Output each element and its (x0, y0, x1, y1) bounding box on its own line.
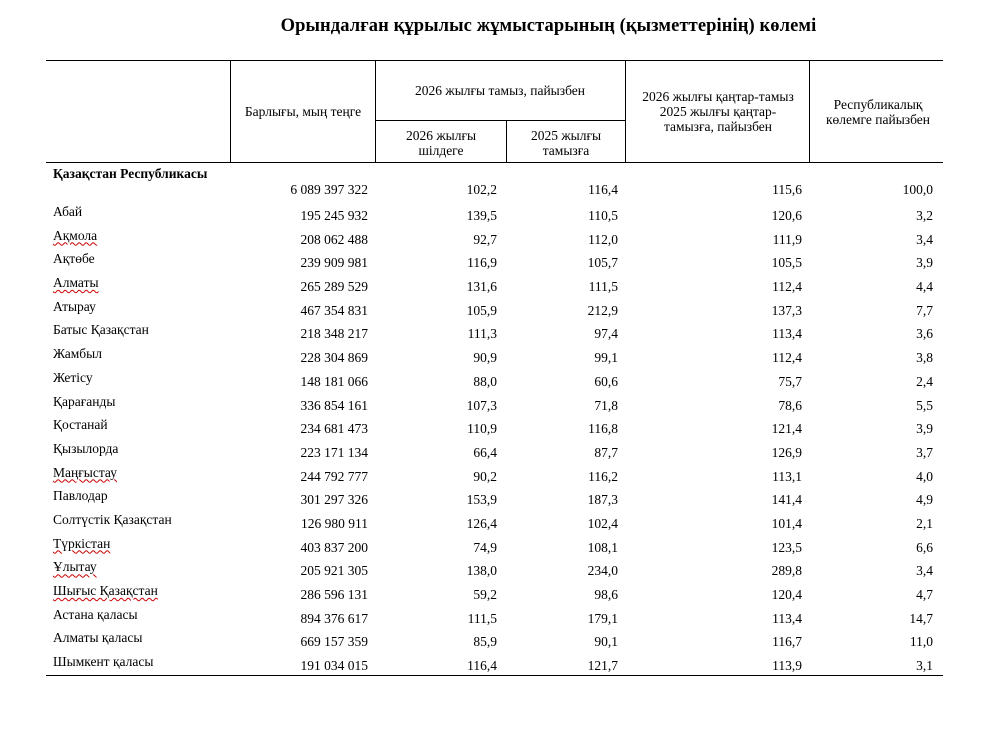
jan-aug-value: 113,1 (772, 468, 802, 484)
total-value: 244 792 777 (300, 468, 368, 484)
region-name: Қарағанды (53, 393, 116, 409)
to-july-value: 131,6 (466, 279, 497, 295)
total-value: 286 596 131 (300, 587, 368, 602)
to-july-value: 111,5 (467, 610, 497, 626)
to-july-value: 111,3 (467, 326, 497, 342)
share-value: 3,4 (916, 231, 933, 247)
total-value: 336 854 161 (300, 397, 368, 413)
jan-aug-value: 137,3 (771, 302, 802, 318)
table-row (46, 201, 943, 225)
table-row (46, 533, 943, 557)
to-aug-2025-value: 87,7 (594, 444, 618, 460)
share-value: 4,9 (916, 492, 933, 508)
share-value: 14,7 (909, 610, 933, 626)
region-name: Атырау (53, 298, 96, 314)
header-to-july: 2026 жылғы шілдеге (405, 127, 477, 158)
region-name: Алматы (53, 275, 99, 291)
to-july-value: 116,4 (467, 658, 497, 674)
share-value: 3,9 (916, 255, 933, 271)
to-aug-2025-value: 90,1 (594, 634, 618, 650)
to-july-value: 74,9 (473, 539, 497, 555)
to-july-value: 107,3 (466, 397, 497, 413)
share-value: 3,6 (916, 326, 933, 342)
region-name: Абай (53, 204, 83, 219)
to-july-value: 116,9 (467, 255, 497, 271)
total-value: 126 980 911 (301, 515, 368, 531)
jan-aug-value: 75,7 (778, 373, 802, 389)
jan-aug-value: 113,4 (772, 610, 802, 626)
to-july-value: 90,9 (473, 350, 497, 366)
region-name: Астана қаласы (53, 606, 138, 622)
share-value: 11,0 (909, 634, 933, 650)
table-header (46, 60, 943, 163)
header-august-group: 2026 жылғы тамыз, пайызбен (415, 83, 585, 98)
region-name: Солтүстік Қазақстан (53, 511, 172, 527)
to-aug-2025-value: 102,4 (587, 515, 618, 531)
total-value: 239 909 981 (300, 255, 368, 271)
share-value: 5,5 (916, 397, 933, 413)
jan-aug-value: 113,9 (772, 658, 802, 674)
to-aug-2025-value: 116,8 (588, 421, 618, 437)
jan-aug-value: 105,5 (771, 255, 802, 271)
to-aug-2025-value: 71,8 (594, 397, 618, 413)
share-value: 6,6 (916, 539, 933, 555)
to-july-value: 102,2 (466, 182, 497, 197)
region-name: Жамбыл (53, 346, 102, 362)
to-aug-2025-value: 60,6 (594, 373, 618, 389)
to-aug-2025-value: 121,7 (587, 658, 618, 674)
table-row (46, 272, 943, 296)
share-value: 3,7 (916, 444, 933, 460)
table-row (46, 367, 943, 391)
table-row (46, 296, 943, 320)
jan-aug-value: 112,4 (772, 279, 802, 295)
region-name: Қызылорда (53, 440, 119, 456)
region-name: Алматы қаласы (53, 630, 143, 646)
to-july-value: 66,4 (473, 444, 497, 460)
header-jan-aug: 2026 жылғы қаңтар-тамыз 2025 жылғы қаңтар-тамызға, пайызбен (642, 89, 794, 134)
table-row (46, 163, 943, 201)
share-value: 3,9 (916, 421, 933, 437)
share-value: 2,4 (916, 373, 933, 389)
to-aug-2025-value: 111,5 (588, 279, 618, 295)
to-july-value: 139,5 (466, 208, 497, 223)
to-july-value: 110,9 (467, 421, 497, 437)
total-value: 218 348 217 (300, 326, 368, 342)
total-value: 301 297 326 (300, 492, 368, 508)
table-row (46, 248, 943, 272)
region-name: Шымкент қаласы (53, 654, 154, 670)
share-value: 100,0 (902, 182, 933, 197)
to-aug-2025-value: 234,0 (587, 563, 618, 579)
table-row (46, 627, 943, 651)
table-row (46, 604, 943, 628)
to-aug-2025-value: 116,4 (588, 182, 618, 197)
table-row (46, 225, 943, 249)
total-value: 467 354 831 (300, 302, 368, 318)
region-name: Түркістан (53, 535, 111, 551)
jan-aug-value: 112,4 (772, 350, 802, 366)
header-share: Республикалық көлемге пайызбен (825, 96, 931, 127)
table-row (46, 343, 943, 367)
to-july-value: 105,9 (466, 302, 497, 318)
to-aug-2025-value: 212,9 (587, 302, 618, 318)
share-value: 3,2 (916, 208, 933, 223)
to-july-value: 126,4 (466, 515, 497, 531)
region-name: Қостанай (53, 417, 108, 433)
region-name: Ақтөбе (53, 251, 95, 267)
jan-aug-value: 141,4 (771, 492, 802, 508)
data-table (46, 60, 943, 676)
to-july-value: 138,0 (466, 563, 497, 579)
region-name: Ұлытау (53, 559, 97, 575)
to-july-value: 92,7 (473, 231, 497, 247)
total-value: 234 681 473 (300, 421, 368, 437)
region-name: Маңғыстау (53, 464, 117, 480)
total-value: 669 157 359 (300, 634, 368, 650)
total-value: 265 289 529 (300, 279, 368, 295)
total-value: 403 837 200 (300, 539, 368, 555)
to-july-value: 85,9 (473, 634, 497, 650)
table-row (46, 438, 943, 462)
share-value: 3,8 (916, 350, 933, 366)
to-aug-2025-value: 108,1 (587, 539, 618, 555)
to-july-value: 88,0 (473, 373, 497, 389)
total-value: 191 034 015 (300, 658, 368, 674)
jan-aug-value: 126,9 (771, 444, 802, 460)
region-name: Қазақстан Республикасы (53, 166, 208, 181)
table-row (46, 391, 943, 415)
to-july-value: 153,9 (466, 492, 497, 508)
header-total: Барлығы, мың теңге (244, 104, 362, 119)
to-aug-2025-value: 187,3 (587, 492, 618, 508)
total-value: 6 089 397 322 (290, 182, 368, 197)
to-aug-2025-value: 110,5 (588, 208, 618, 223)
to-aug-2025-value: 112,0 (588, 231, 618, 247)
jan-aug-value: 121,4 (771, 421, 802, 437)
to-aug-2025-value: 97,4 (594, 326, 618, 342)
to-aug-2025-value: 179,1 (587, 610, 618, 626)
jan-aug-value: 115,6 (772, 182, 802, 197)
table-row (46, 414, 943, 438)
table-row (46, 485, 943, 509)
jan-aug-value: 289,8 (771, 563, 802, 579)
share-value: 4,7 (916, 587, 933, 602)
total-value: 195 245 932 (300, 208, 368, 223)
jan-aug-value: 116,7 (772, 634, 802, 650)
table-row (46, 509, 943, 533)
table-body (46, 163, 943, 675)
to-aug-2025-value: 116,2 (588, 468, 618, 484)
share-value: 7,7 (916, 302, 933, 318)
table-row (46, 462, 943, 486)
jan-aug-value: 123,5 (771, 539, 802, 555)
table-row (46, 580, 943, 604)
region-name: Батыс Қазақстан (53, 322, 149, 338)
region-name: Шығыс Қазақстан (53, 583, 158, 598)
share-value: 3,4 (916, 563, 933, 579)
total-value: 205 921 305 (300, 563, 368, 579)
total-value: 148 181 066 (300, 373, 368, 389)
to-aug-2025-value: 98,6 (594, 587, 618, 602)
jan-aug-value: 113,4 (772, 326, 802, 342)
to-july-value: 90,2 (473, 468, 497, 484)
table-bottom-rule (46, 675, 943, 676)
to-july-value: 59,2 (473, 587, 497, 602)
to-aug-2025-value: 99,1 (594, 350, 618, 366)
page-title: Орындалған құрылыс жұмыстарының (қызметтерінің) көлемі (280, 16, 817, 36)
region-name: Павлодар (53, 488, 108, 504)
jan-aug-value: 120,4 (771, 587, 802, 602)
jan-aug-value: 111,9 (772, 231, 802, 247)
jan-aug-value: 120,6 (771, 208, 802, 223)
header-to-aug-2025: 2025 жылғы тамызға (530, 127, 602, 158)
table-row (46, 556, 943, 580)
table-row (46, 651, 943, 675)
share-value: 4,4 (916, 279, 933, 295)
total-value: 223 171 134 (300, 444, 368, 460)
to-aug-2025-value: 105,7 (587, 255, 618, 271)
jan-aug-value: 101,4 (771, 515, 802, 531)
total-value: 208 062 488 (300, 231, 368, 247)
region-name: Жетісу (53, 369, 93, 385)
share-value: 2,1 (916, 515, 933, 531)
share-value: 3,1 (916, 658, 933, 674)
table-row (46, 319, 943, 343)
region-name: Ақмола (53, 227, 98, 243)
total-value: 894 376 617 (300, 610, 368, 626)
jan-aug-value: 78,6 (778, 397, 802, 413)
total-value: 228 304 869 (300, 350, 368, 366)
share-value: 4,0 (916, 468, 933, 484)
